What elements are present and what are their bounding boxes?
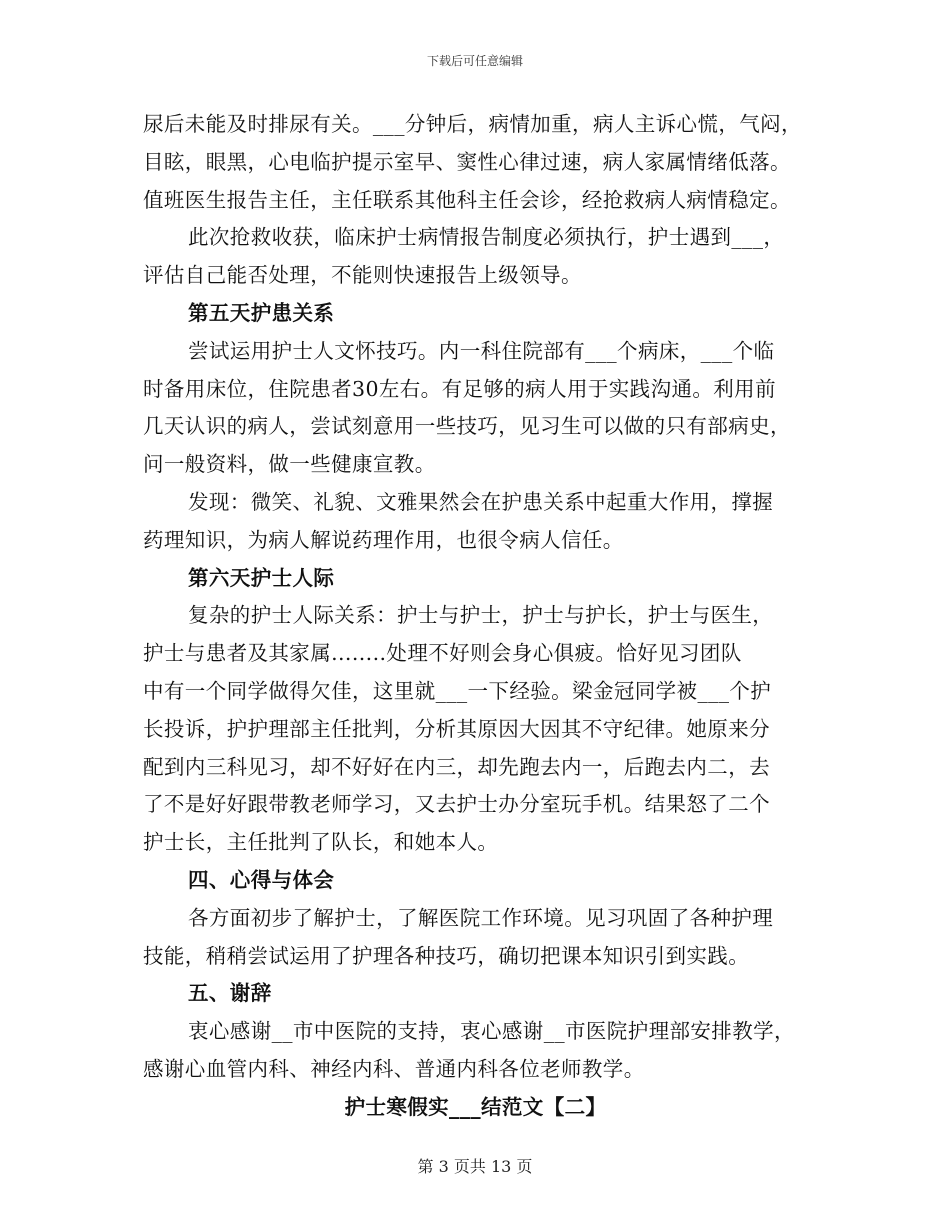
- paragraph-start-line: 此次抢救收获，临床护士病情报告制度必须执行，护士遇到___，: [188, 225, 785, 250]
- body-line: 尿后未能及时排尿有关。___分钟后，病情加重，病人主诉心慌，气闷，: [143, 112, 802, 136]
- body-line: 评估自己能否处理，不能则快速报告上级领导。: [143, 263, 582, 288]
- paragraph-start-line: 复杂的护士人际关系：护士与护士，护士与护长，护士与医生，: [188, 603, 774, 628]
- paragraph-start-line: 发现：微笑、礼貌、文雅果然会在护患关系中起重大作用，撑握: [188, 489, 774, 514]
- section-heading-thanks: 五、谢辞: [188, 981, 272, 1006]
- section-heading-reflection: 四、心得与体会: [188, 867, 335, 892]
- section-heading-day6: 第六天护士人际: [188, 565, 335, 590]
- paragraph-start-line: 各方面初步了解护士，了解医院工作环境。见习巩固了各种护理: [188, 905, 774, 930]
- body-line: 配到内三科见习，却不好好在内三，却先跑去内一，后跑去内二，去: [143, 754, 770, 779]
- body-line: 长投诉，护护理部主任批判，分析其原因大因其不守纪律。她原来分: [143, 716, 770, 741]
- body-line: 了不是好好跟带教老师学习，又去护士办分室玩手机。结果怒了二个: [143, 792, 770, 817]
- body-line: 护士长，主任批判了队长，和她本人。: [143, 830, 499, 855]
- body-line: 目眩，眼黑，心电临护提示室早、窦性心律过速，病人家属情绪低落。: [143, 149, 791, 174]
- paragraph-start-line: 尝试运用护士人文怀技巧。内一科住院部有___个病床，___个临: [188, 338, 775, 363]
- body-line: 护士与患者及其家属........处理不好则会身心俱疲。恰好见习团队: [143, 641, 742, 666]
- body-line: 感谢心血管内科、神经内科、普通内科各位老师教学。: [143, 1056, 645, 1081]
- document-body: [143, 106, 808, 1127]
- page-footer: 第 3 页共 13 页: [417, 1157, 533, 1176]
- body-line: 几天认识的病人，尝试刻意用一些技巧，见习生可以做的只有部病史，: [143, 414, 791, 439]
- paragraph-start-line: 衷心感谢__市中医院的支持，衷心感谢__市医院护理部安排教学，: [188, 1019, 795, 1044]
- body-line: 药理知识，为病人解说药理作用，也很令病人信任。: [143, 527, 624, 552]
- page-header: 下载后可任意编辑: [426, 54, 523, 68]
- body-line: 技能，稍稍尝试运用了护理各种技巧，确切把课本知识引到实践。: [143, 943, 750, 968]
- body-line: 时备用床位，住院患者30左右。有足够的病人用于实践沟通。利用前: [143, 376, 776, 401]
- body-line: 中有一个同学做得欠佳，这里就___一下经验。梁金冠同学被___个护: [143, 678, 772, 703]
- document-title: 护士寒假实___结范文【二】: [344, 1094, 607, 1119]
- body-line: 问一般资料，做一些健康宣教。: [143, 452, 436, 477]
- section-heading-day5: 第五天护患关系: [188, 300, 335, 325]
- body-line: 值班医生报告主任，主任联系其他科主任会诊，经抢救病人病情稳定。: [143, 187, 791, 212]
